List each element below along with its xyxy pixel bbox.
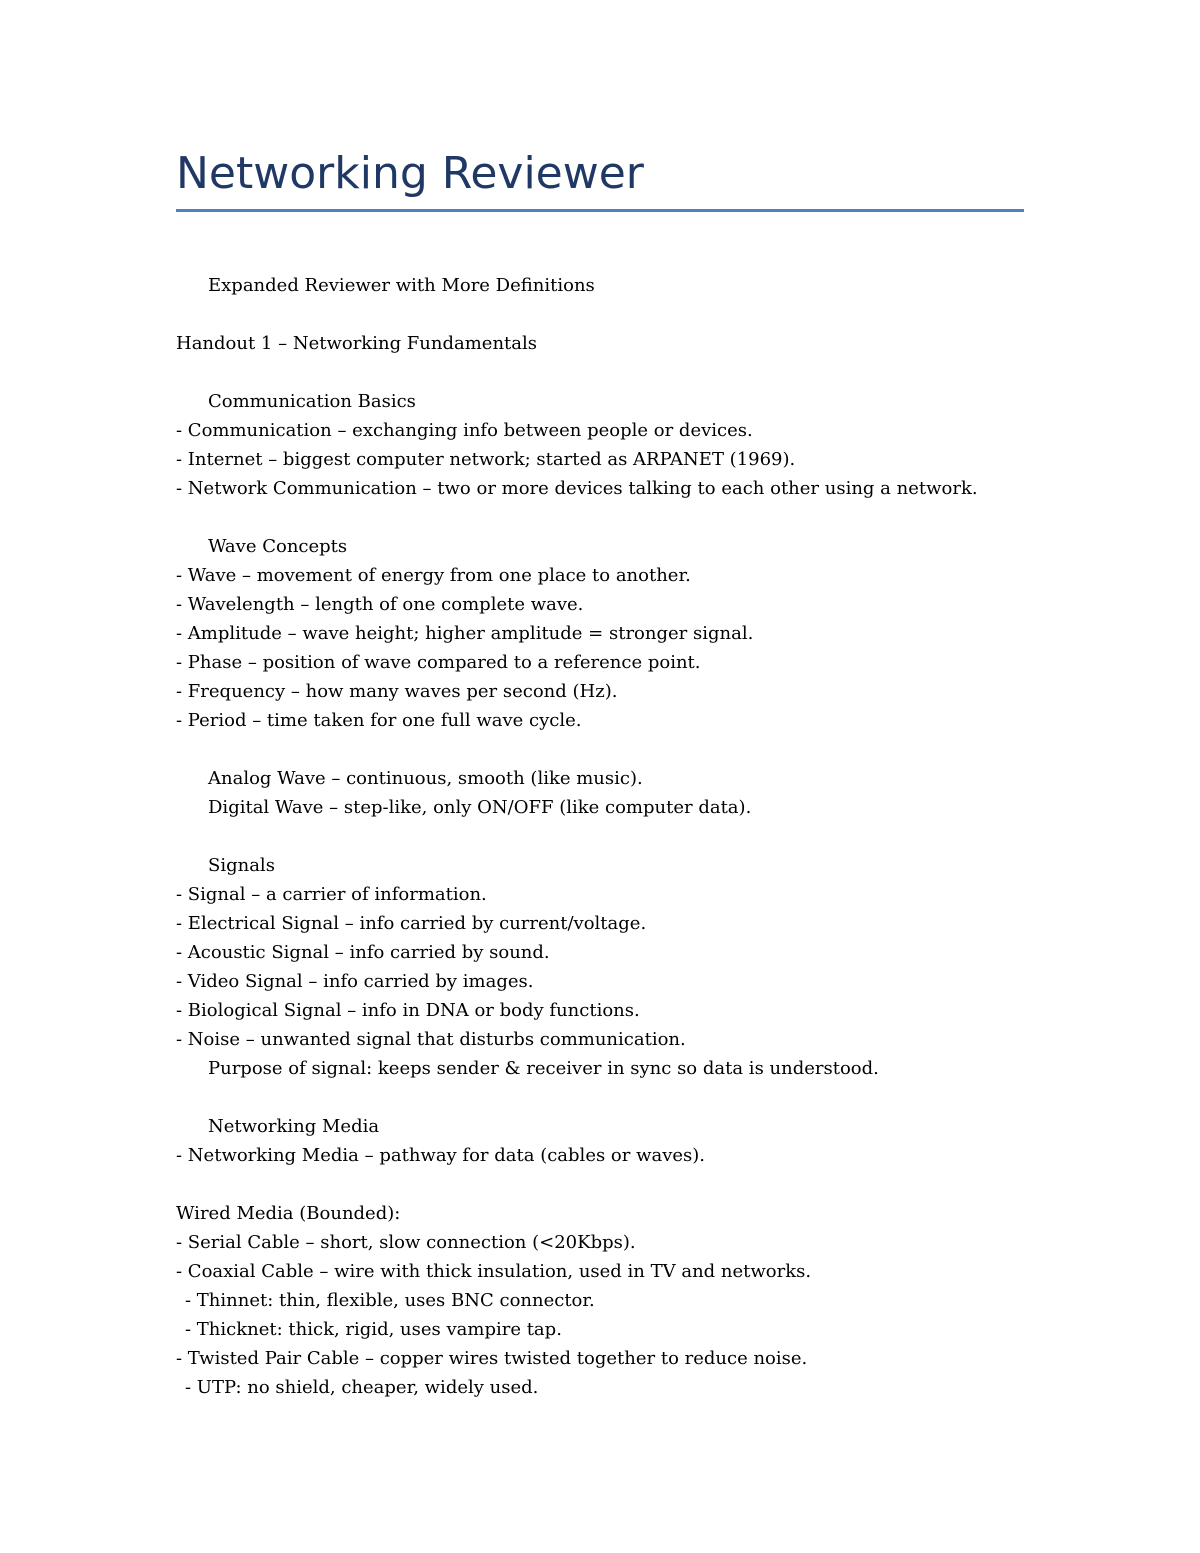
list-item: - Serial Cable – short, slow connection (<20Kbps).: [176, 1232, 636, 1253]
list-item: - Phase – position of wave compared to a reference point.: [176, 652, 701, 673]
section-heading-signals: Signals: [208, 855, 275, 876]
list-item: - Wave – movement of energy from one place to another.: [176, 565, 691, 586]
list-item: - Coaxial Cable – wire with thick insulation, used in TV and networks.: [176, 1261, 812, 1282]
list-item: - Network Communication – two or more devices talking to each other using a network.: [176, 478, 978, 499]
document-title: Networking Reviewer: [176, 148, 644, 199]
list-item: - Video Signal – info carried by images.: [176, 971, 534, 992]
list-item: - Noise – unwanted signal that disturbs communication.: [176, 1029, 686, 1050]
list-item: - Electrical Signal – info carried by current/voltage.: [176, 913, 647, 934]
list-item: - Amplitude – wave height; higher amplitude = stronger signal.: [176, 623, 754, 644]
signal-purpose-note: Purpose of signal: keeps sender & receiver in sync so data is understood.: [208, 1058, 879, 1079]
list-item: - Twisted Pair Cable – copper wires twisted together to reduce noise.: [176, 1348, 808, 1369]
section-heading-media: Networking Media: [208, 1116, 380, 1137]
list-item: - Frequency – how many waves per second (Hz).: [176, 681, 618, 702]
list-subitem: - Thicknet: thick, rigid, uses vampire tap.: [185, 1319, 562, 1340]
list-item: - Period – time taken for one full wave cycle.: [176, 710, 582, 731]
title-underline: [176, 209, 1024, 212]
wired-media-heading: Wired Media (Bounded):: [176, 1203, 401, 1224]
list-subitem: - UTP: no shield, cheaper, widely used.: [185, 1377, 539, 1398]
section-heading-waves: Wave Concepts: [208, 536, 348, 557]
section-heading-communication: Communication Basics: [208, 391, 416, 412]
list-item: - Biological Signal – info in DNA or body functions.: [176, 1000, 640, 1021]
list-item: - Wavelength – length of one complete wave.: [176, 594, 584, 615]
list-item: - Communication – exchanging info between people or devices.: [176, 420, 753, 441]
list-item: - Signal – a carrier of information.: [176, 884, 487, 905]
analog-wave-note: Analog Wave – continuous, smooth (like music).: [208, 768, 643, 789]
list-subitem: - Thinnet: thin, flexible, uses BNC connector.: [185, 1290, 595, 1311]
digital-wave-note: Digital Wave – step-like, only ON/OFF (like computer data).: [208, 797, 752, 818]
list-item: - Acoustic Signal – info carried by sound.: [176, 942, 550, 963]
handout-heading: Handout 1 – Networking Fundamentals: [176, 333, 538, 354]
list-item: - Internet – biggest computer network; started as ARPANET (1969).: [176, 449, 796, 470]
document-subtitle: Expanded Reviewer with More Definitions: [208, 275, 595, 296]
list-item: - Networking Media – pathway for data (cables or waves).: [176, 1145, 706, 1166]
